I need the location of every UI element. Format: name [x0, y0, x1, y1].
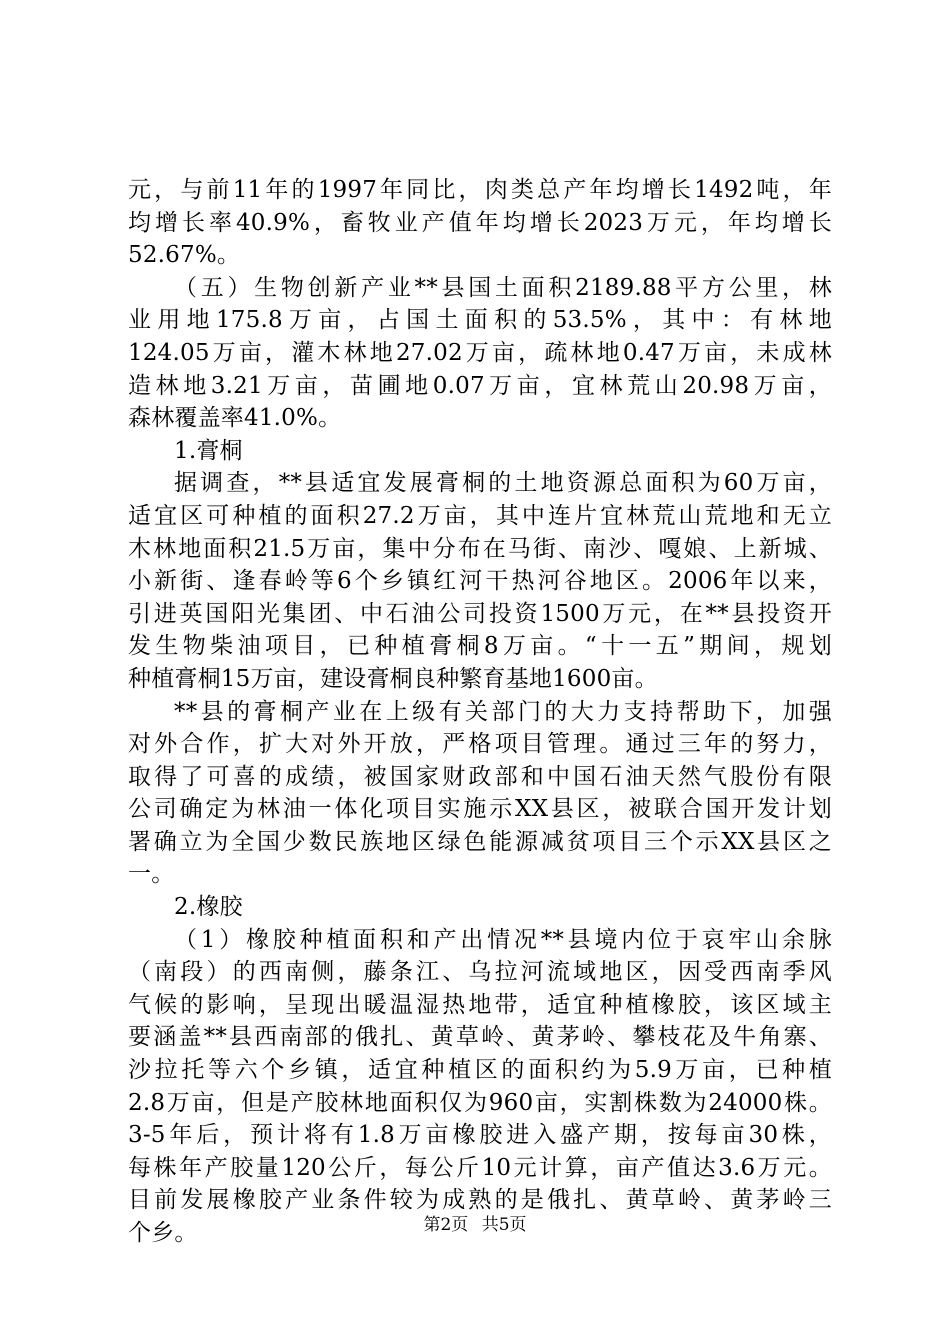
text-line: （南段）的西南侧，藤条江、乌拉河流域地区，因受西南季风 [128, 959, 832, 986]
text-line: （1）橡胶种植面积和产出情况**县境内位于哀牢山余脉 [174, 926, 832, 953]
text-line: 造林地3.21万亩，苗圃地0.07万亩，宜林荒山20.98万亩， [128, 372, 832, 399]
text-line: 每株年产胶量120公斤，每公斤10元计算，亩产值达3.6万元。 [128, 1154, 832, 1181]
text-line: 1.膏桐 [174, 437, 243, 464]
text-line: 对外合作，扩大对外开放，严格项目管理。通过三年的努力， [128, 731, 832, 758]
text-line: 2.8万亩，但是产胶林地面积仅为960亩，实割株数为24000株。 [128, 1089, 832, 1116]
text-line: 公司确定为林油一体化项目实施示XX县区，被联合国开发计划 [128, 796, 832, 823]
text-line: 3-5年后，预计将有1.8万亩橡胶进入盛产期，按每亩30株， [128, 1122, 832, 1149]
document-body [128, 174, 832, 1250]
text-line: 取得了可喜的成绩，被国家财政部和中国石油天然气股份有限 [128, 763, 832, 790]
text-line: 一。 [128, 861, 175, 888]
text-line: 小新街、逢春岭等6个乡镇红河干热河谷地区。2006年以来， [128, 568, 832, 595]
text-line: 52.67%。 [128, 242, 241, 269]
text-line: 要涵盖**县西南部的俄扎、黄草岭、黄茅岭、攀枝花及牛角寨、 [128, 1024, 832, 1051]
text-line: （五）生物创新产业**县国土面积2189.88平方公里，林 [174, 274, 832, 301]
text-line: 署确立为全国少数民族地区绿色能源减贫项目三个示XX县区之 [128, 828, 832, 855]
text-line: 元，与前11年的1997年同比，肉类总产年均增长1492吨，年 [128, 177, 832, 203]
text-line: 木林地面积21.5万亩，集中分布在马街、南沙、嘎娘、上新城、 [128, 535, 832, 562]
text-line: 目前发展橡胶产业条件较为成熟的是俄扎、黄草岭、黄茅岭三 [128, 1187, 832, 1214]
text-line: **县的膏桐产业在上级有关部门的大力支持帮助下，加强 [174, 698, 832, 725]
text-line: 种植膏桐15万亩，建设膏桐良种繁育基地1600亩。 [128, 665, 658, 692]
text-line: 适宜区可种植的面积27.2万亩，其中连片宜林荒山荒地和无立 [128, 502, 832, 529]
text-line: 个乡。 [128, 1220, 198, 1246]
text-line: 森林覆盖率41.0%。 [128, 405, 342, 432]
text-line: 引进英国阳光集团、中石油公司投资1500万元，在**县投资开 [128, 600, 832, 627]
text-line: 均增长率40.9%，畜牧业产值年均增长2023万元，年均增长 [128, 209, 832, 236]
text-line: 据调查，**县适宜发展膏桐的土地资源总面积为60万亩， [174, 470, 832, 497]
page-footer [0, 1215, 950, 1235]
page-total: 共5页 [481, 1215, 527, 1235]
text-line: 124.05万亩，灌木林地27.02万亩，疏林地0.47万亩，未成林 [128, 339, 832, 366]
text-line: 2.橡胶 [174, 894, 243, 921]
text-line: 沙拉托等六个乡镇，适宜种植区的面积约为5.9万亩，已种植 [128, 1057, 832, 1084]
text-line: 气候的影响，呈现出暖温湿热地带，适宜种植橡胶，该区域主 [128, 991, 832, 1018]
text-line: 业用地175.8万亩，占国土面积的53.5%，其中：有林地 [128, 307, 832, 334]
text-line: 发生物柴油项目，已种植膏桐8万亩。“十一五”期间，规划 [128, 633, 832, 660]
page-number: 第2页 [423, 1215, 469, 1235]
